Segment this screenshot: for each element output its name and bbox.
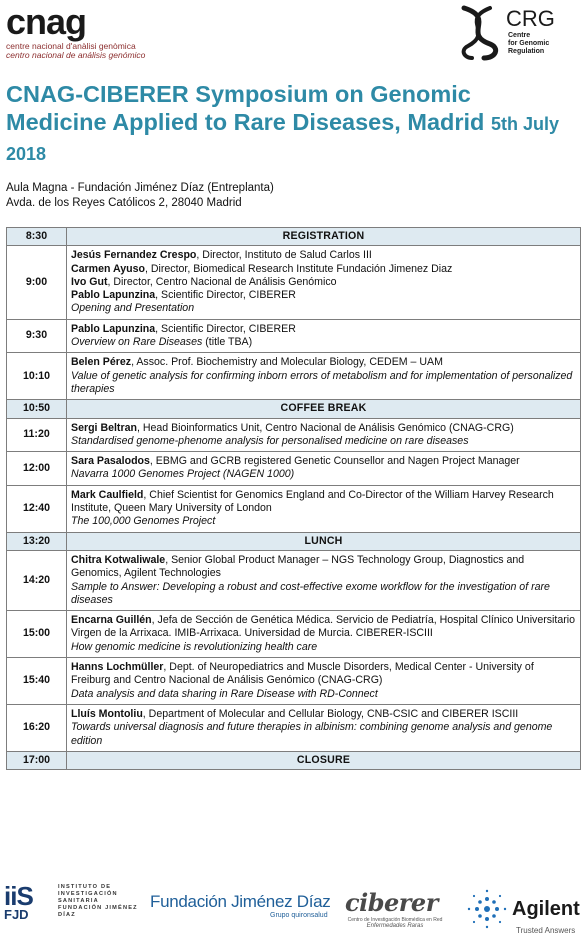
talk-line: [71, 641, 576, 654]
speaker-name: Ivo Gut: [71, 275, 108, 288]
agenda-talk: [67, 418, 581, 452]
agenda-time: 16:20: [7, 704, 67, 751]
crg-desc-line: for Genomic: [508, 40, 550, 47]
speaker-name: Belen Pérez: [71, 356, 132, 369]
speaker-name: Carmen Ayuso: [71, 262, 145, 275]
speaker-affiliation: , Director, Instituto de Salud Carlos III: [196, 249, 372, 262]
talk-line: [71, 249, 576, 262]
agenda-break-label: REGISTRATION: [67, 228, 581, 246]
talk-line: [71, 323, 576, 336]
fjd-name: Fundación Jiménez Díaz: [150, 892, 331, 911]
cnag-subtitle-spanish: centro nacional de análisis genómico: [6, 50, 146, 60]
iis-text-line: FUNDACIÓN JIMÉNEZ DÍAZ: [58, 905, 138, 918]
agilent-spark-icon: [464, 886, 510, 932]
agenda-talk-row: [7, 246, 581, 319]
ciberer-logo: [345, 888, 445, 929]
title-date: 5th July 2018: [6, 114, 559, 164]
talk-title: The 100,000 Genomes Project: [71, 515, 216, 528]
agenda-talk-row: [7, 611, 581, 658]
cnag-subtitle-catalan: centre nacional d'anàlisi genòmica: [6, 41, 136, 51]
agenda-talk: [67, 452, 581, 486]
iis-text-line: INVESTIGACIÓN: [58, 891, 118, 897]
agenda-break-label: COFFEE BREAK: [67, 400, 581, 418]
title-main: CNAG-CIBERER Symposium on Genomic Medicine Applied to Rare Diseases, Madrid: [6, 81, 485, 135]
speaker-affiliation: , Director, Biomedical Research Institute Fundación Jimenez Diaz: [144, 262, 453, 275]
talk-line: [71, 581, 576, 608]
speaker-name: Hanns Lochmüller: [71, 661, 164, 674]
speaker-affiliation: , Scientific Director, CIBERER: [155, 322, 296, 335]
iis-fjd-mark: FJD: [4, 907, 29, 922]
talk-line: [71, 289, 576, 302]
crg-description: [508, 32, 578, 56]
talk-line: [71, 370, 576, 397]
ciberer-wordmark: ciberer: [345, 888, 438, 917]
agenda-time: 12:00: [7, 452, 67, 486]
speaker-affiliation: , Scientific Director, CIBERER: [155, 289, 296, 302]
talk-line: [71, 455, 576, 468]
agenda-body: [7, 228, 581, 770]
agenda-talk: [67, 485, 581, 532]
fundacion-jimenez-diaz-logo: [150, 892, 331, 919]
venue-line-1: Aula Magna - Fundación Jiménez Díaz (Entreplanta): [6, 182, 274, 194]
speaker-affiliation: , Assoc. Prof. Biochemistry and Molecular Biology, CEDEM – UAM: [131, 356, 443, 369]
speaker-affiliation: , Senior Global Product Manager – NGS Technology Group, Diagnostics and Genomics, Agilent Technologies: [71, 553, 525, 580]
talk-line: [71, 468, 576, 481]
talk-line: [71, 435, 576, 448]
crg-logo: [456, 4, 584, 64]
iis-text-line: INSTITUTO DE: [58, 884, 112, 890]
agenda-time: 9:00: [7, 246, 67, 319]
speaker-name: Sergi Beltran: [71, 421, 137, 434]
speaker-affiliation: , Dept. of Neuropediatrics and Muscle Disorders, Medical Center - University of Freiburg and Centro Nacional de Análisis Genómico (CNAG-CRG): [71, 661, 534, 687]
talk-title: Sample to Answer: Developing a robust and cost-effective exome workflow for the investigation of rare diseases: [71, 580, 550, 606]
speaker-affiliation: , Chief Scientist for Genomics England and Co-Director of the William Harvey Research Institute, Queen Mary University of London: [71, 488, 554, 515]
agenda-break-label: CLOSURE: [67, 751, 581, 769]
ciberer-subtitle: Centro de Investigación Biomédica en Red: [347, 917, 443, 923]
agenda-talk-row: [7, 319, 581, 353]
speaker-name: Pablo Lapunzina: [71, 289, 156, 302]
agenda-talk-row: [7, 485, 581, 532]
crg-helix-icon: [456, 4, 502, 62]
crg-desc-line: Centre: [508, 32, 531, 39]
ciberer-subtitle-2: Enfermedades Raras: [366, 923, 424, 929]
talk-line: [71, 276, 576, 289]
agenda-break-label: LUNCH: [67, 532, 581, 550]
talk-line: [71, 489, 576, 516]
agenda-break-row: [7, 751, 581, 769]
talk-title: Data analysis and data sharing in Rare Disease with RD-Connect: [71, 687, 378, 700]
talk-title: Value of genetic analysis for confirming inborn errors of metabolism and for implementation of personalized therapies: [71, 369, 573, 395]
crg-wordmark: CRG: [506, 6, 555, 31]
agenda-talk-row: [7, 550, 581, 610]
agenda-talk: [67, 550, 581, 610]
cnag-wordmark: cnag: [6, 1, 87, 42]
speaker-affiliation: , EBMG and GCRB registered Genetic Counsellor and Nagen Project Manager: [149, 455, 520, 468]
talk-line: [71, 708, 576, 721]
agenda-time: 10:10: [7, 353, 67, 400]
agenda-talk: [67, 353, 581, 400]
talk-line: [71, 422, 576, 435]
talk-note: (title TBA): [202, 336, 253, 349]
speaker-affiliation: , Head Bioinformatics Unit, Centro Nacional de Análisis Genómico (CNAG-CRG): [136, 421, 514, 434]
cnag-logo: [6, 1, 146, 60]
agenda-time: 14:20: [7, 550, 67, 610]
agenda-time: 8:30: [7, 228, 67, 246]
talk-line: [71, 356, 576, 369]
agenda-time: 15:00: [7, 611, 67, 658]
venue-line-2: Avda. de los Reyes Católicos 2, 28040 Madrid: [6, 197, 242, 209]
speaker-name: Encarna Guillén: [71, 614, 152, 627]
agenda-time: 10:50: [7, 400, 67, 418]
speaker-affiliation: , Department of Molecular and Cellular Biology, CNB-CSIC and CIBERER ISCIII: [142, 707, 519, 720]
agenda-time: 15:40: [7, 658, 67, 705]
talk-title: How genomic medicine is revolutionizing health care: [71, 640, 318, 653]
speaker-affiliation: , Director, Centro Nacional de Análisis Genómico: [107, 275, 337, 288]
sponsor-footer: [0, 878, 587, 938]
speaker-name: Chitra Kotwaliwale: [71, 553, 166, 566]
speaker-name: Sara Pasalodos: [71, 455, 150, 468]
agenda-talk: [67, 704, 581, 751]
crg-desc-line: Regulation: [508, 48, 545, 55]
agenda-break-row: [7, 228, 581, 246]
agenda-talk-row: [7, 353, 581, 400]
agenda-time: 12:40: [7, 485, 67, 532]
talk-line: [71, 554, 576, 581]
speaker-name: Lluís Montoliu: [71, 707, 143, 720]
iis-mark: iiS: [4, 881, 33, 911]
agenda-talk: [67, 246, 581, 319]
talk-line: [71, 263, 576, 276]
agenda-talk: [67, 611, 581, 658]
iis-fjd-logo: [4, 881, 33, 922]
agenda-break-row: [7, 532, 581, 550]
speaker-name: Pablo Lapunzina: [71, 322, 156, 335]
agenda-talk-row: [7, 418, 581, 452]
talk-line: [71, 721, 576, 748]
talk-title: Overview on Rare Diseases: [71, 336, 203, 349]
agenda-time: 17:00: [7, 751, 67, 769]
talk-title: Towards universal diagnosis and future therapies in albinism: combining genome analysis and genome edition: [71, 721, 553, 747]
speaker-name: Jesús Fernandez Crespo: [71, 249, 197, 262]
talk-line: [71, 614, 576, 641]
iis-text-line: SANITARIA: [58, 898, 99, 904]
agenda-talk-row: [7, 452, 581, 486]
talk-title: Standardised genome-phenome analysis for personalised medicine on rare diseases: [71, 434, 469, 447]
agenda-talk-row: [7, 704, 581, 751]
agenda-talk: [67, 658, 581, 705]
agenda-talk-row: [7, 658, 581, 705]
talk-title: Navarra 1000 Genomes Project (NAGEN 1000): [71, 468, 295, 481]
agenda-time: 11:20: [7, 418, 67, 452]
agenda-table: [6, 227, 581, 770]
symposium-title: [6, 80, 566, 168]
agilent-logo: [462, 884, 584, 938]
agilent-wordmark: Agilent: [512, 898, 580, 920]
talk-line: [71, 302, 576, 315]
agenda-talk: [67, 319, 581, 353]
talk-line: [71, 661, 576, 688]
talk-line: [71, 688, 576, 701]
iis-text: [58, 884, 138, 919]
venue: [6, 181, 274, 211]
agenda-break-row: [7, 400, 581, 418]
agenda-time: 13:20: [7, 532, 67, 550]
agenda-time: 9:30: [7, 319, 67, 353]
talk-line: [71, 515, 576, 528]
speaker-affiliation: , Jefa de Sección de Genética Médica. Servicio de Pediatría, Hospital Clínico Universitario Virgen de la Arrixaca. IMIB-Arrixaca. Universidad de Murcia. CIBERER-ISCIII: [71, 614, 576, 640]
talk-line: [71, 336, 576, 349]
fjd-group: Grupo quironsalud: [270, 912, 328, 919]
talk-title: Opening and Presentation: [71, 302, 195, 315]
agilent-tagline: Trusted Answers: [516, 926, 576, 935]
speaker-name: Mark Caulfield: [71, 488, 144, 501]
